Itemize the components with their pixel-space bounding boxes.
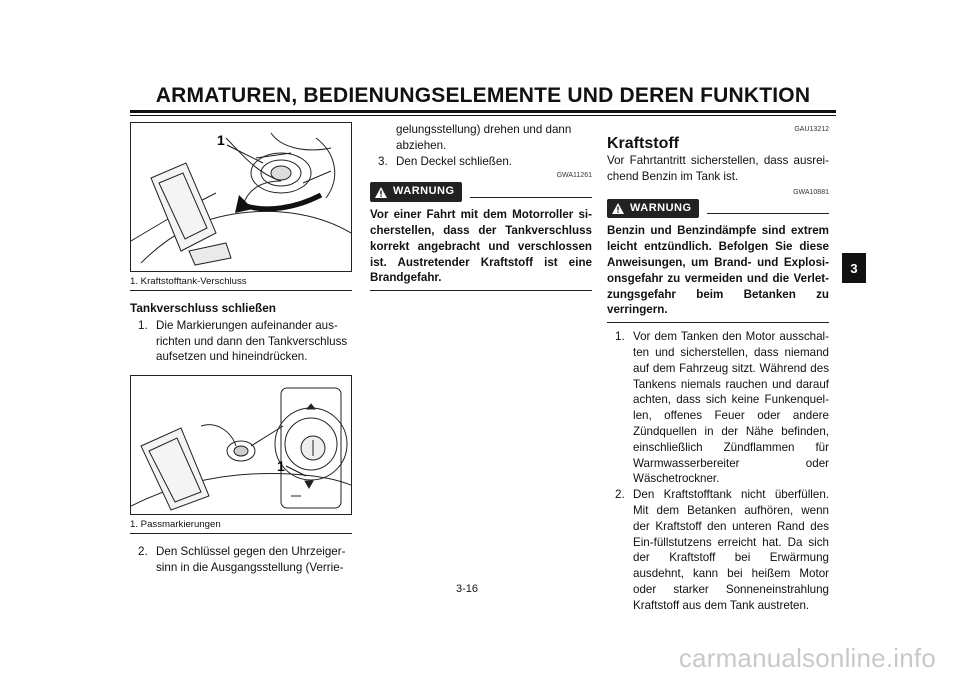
figure1-caption: 1. Kraftstofftank-Verschluss xyxy=(130,276,247,287)
step-item xyxy=(607,329,829,487)
figure1-callout: 1 xyxy=(217,132,225,148)
warning-text: Benzin und Benzindämpfe sind extrem leicht entzündlich. Befolgen Sie diese Anweisungen, um Brand- und Explosi-onsgefahr zu vermeiden und die Verlet-zungsgefahr beim Betanken zu verringern. xyxy=(607,223,829,323)
step-continuation xyxy=(370,122,592,154)
fuel-cap-illustration xyxy=(130,122,352,272)
step-text: Den Kraftstofftank nicht überfüllen. Mit dem Betanken aufhören, wenn der Kraftstoff den unteren Rand des Ein-füllstutzens erreicht hat. Da sich der Kraftstoff bei Erwärmung ausdehnt, kann bei heißem Motor oder starker Sonneneinstrahlung Kraftstoff aus dem Tank austreten. xyxy=(633,488,829,612)
warning-triangle-icon xyxy=(612,203,624,214)
section-code: GAU13212 xyxy=(794,126,829,133)
section-title: Kraftstoff xyxy=(607,135,679,152)
step-number: 1. xyxy=(615,330,625,344)
caption-rule xyxy=(130,533,352,534)
warning-badge xyxy=(607,199,699,219)
warning-header xyxy=(607,199,829,219)
warning-label: WARNUNG xyxy=(630,201,692,214)
figure2-callout: 1 xyxy=(277,458,285,475)
warning-triangle-icon xyxy=(375,187,387,198)
page-header-title: ARMATUREN, BEDIENUNGSELEMENTE UND DEREN FUNKTION xyxy=(155,84,811,107)
close-cap-heading: Tankverschluss schließen xyxy=(130,301,276,315)
step-item xyxy=(370,154,592,170)
step-number: 1. xyxy=(138,318,148,332)
header-rule-thin xyxy=(130,115,836,116)
section-intro: Vor Fahrtantritt sicherstellen, dass ausrei-chend Benzin im Tank ist. xyxy=(607,154,829,183)
step-number: 2. xyxy=(138,545,148,559)
step-two-block xyxy=(130,544,352,576)
warning-text: Vor einer Fahrt mit dem Motorroller si-cherstellen, dass der Tankverschluss korrekt angebracht und verschlossen ist. Austretender Kraftstoff ist eine Brandgefahr. xyxy=(370,207,592,291)
step-line: aufsetzen und hineindrücken. xyxy=(156,350,308,364)
warning-code: GWA11261 xyxy=(556,172,592,180)
step-number: 3. xyxy=(378,154,388,168)
warning-rule xyxy=(707,213,829,214)
alignment-marks-illustration xyxy=(130,375,352,515)
fuel-cap-drawing xyxy=(131,123,352,272)
column-middle xyxy=(370,122,592,291)
step-line: sinn in die Ausgangsstellung (Verrie- xyxy=(156,560,344,574)
warning-badge xyxy=(370,182,462,202)
step-text xyxy=(150,544,352,576)
warning-rule xyxy=(470,197,592,198)
step-number: 2. xyxy=(615,488,625,502)
warning-code: GWA10881 xyxy=(793,188,829,196)
step-item xyxy=(130,544,352,576)
close-cap-steps xyxy=(130,318,352,365)
column-left xyxy=(130,122,352,576)
step-text: Den Deckel schließen. xyxy=(396,154,512,168)
step-item xyxy=(607,487,829,613)
header-rule xyxy=(130,110,836,113)
step-line: abziehen. xyxy=(396,138,447,152)
warning-header xyxy=(370,182,592,202)
watermark: carmanualsonline.info xyxy=(678,643,936,673)
step-item xyxy=(130,318,352,365)
page-number: 3-16 xyxy=(456,583,479,595)
step-text xyxy=(150,318,352,365)
figure2-caption: 1. Passmarkierungen xyxy=(130,519,221,531)
step-text: Vor dem Tanken den Motor ausschal-ten und sicherstellen, dass niemand auf dem Fahrzeug sitzt. Während des Tankens niemals rauchen und darauf achten, dass sich keine Funkenquel-len, offenes Feuer oder andere Zündquellen in der Nähe befinden, einschließlich Zündflammen für Warmwasserbereiter oder Wäschetrockner. xyxy=(633,330,829,486)
step-line: richten und dann den Tankverschluss xyxy=(156,334,348,348)
step-line: gelungsstellung) drehen und dann xyxy=(396,123,572,136)
column-right xyxy=(607,122,829,614)
warning-label: WARNUNG xyxy=(393,185,455,198)
fuel-steps xyxy=(607,329,829,613)
alignment-marks-drawing xyxy=(131,376,352,515)
step-line: Die Markierungen aufeinander aus- xyxy=(156,318,338,332)
caption-rule xyxy=(130,290,352,291)
step-line: Den Schlüssel gegen den Uhrzeiger- xyxy=(156,545,346,559)
chapter-tab: 3 xyxy=(842,253,866,283)
